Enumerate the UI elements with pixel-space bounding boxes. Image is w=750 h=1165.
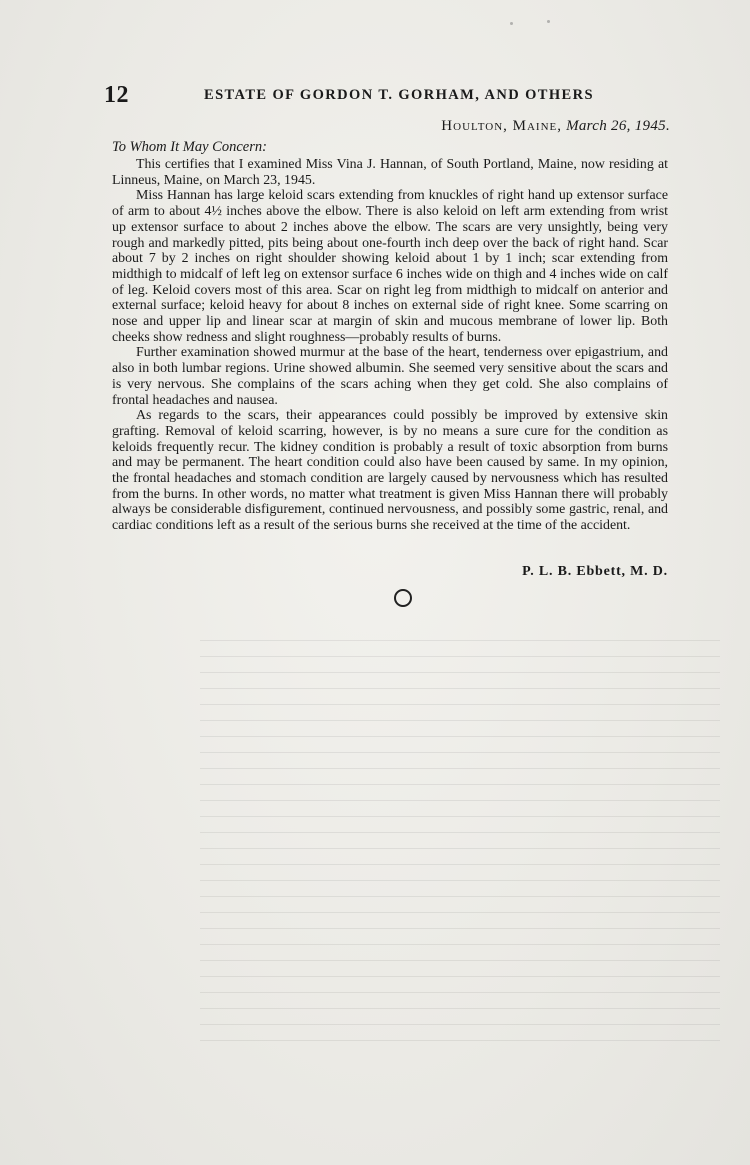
dateline-place: Houlton, Maine, xyxy=(441,118,562,134)
paragraph-1: This certifies that I examined Miss Vina J. Hannan, of South Portland, Maine, now residing at Linneus, Maine, on March 23, 1945. xyxy=(112,157,668,188)
page-number: 12 xyxy=(104,82,129,108)
paper-speck xyxy=(547,20,550,23)
paragraph-4: As regards to the scars, their appearances could possibly be improved by extensive skin grafting. Removal of keloid scarring, however, is by no means a sure cure for the condition as keloids frequently recur. The kidney condition is probably a result of toxic absorption from burns and may be permanent. The heart condition could also have been caused by same. In my opinion, the frontal headaches and stomach condition are largely caused by nervousness which has resulted from the burns. In other words, no matter what treatment is given Miss Hannan there will probably always be considerable disfigurement, continued nervousness, and possibly some gastric, renal, and cardiac conditions left as a result of the serious burns she received at the time of the accident. xyxy=(112,408,668,534)
salutation: To Whom It May Concern: xyxy=(112,139,267,155)
paragraph-3: Further examination showed murmur at the base of the heart, tenderness over epigastrium, and also in both lumbar regions. Urine showed albumin. She seemed very sensitive about the scars and is very nervous. She complains of the scars aching when they get cold. She also complains of frontal headaches and nausea. xyxy=(112,345,668,408)
punch-hole-mark xyxy=(394,589,412,607)
dateline-date: March 26, 1945. xyxy=(566,118,670,134)
dateline xyxy=(441,118,670,135)
page-header xyxy=(104,82,674,112)
running-head: ESTATE OF GORDON T. GORHAM, AND OTHERS xyxy=(204,87,594,103)
bleed-through-texture xyxy=(200,640,720,1060)
letter-body xyxy=(112,157,668,534)
paper-speck xyxy=(510,22,513,25)
signature: P. L. B. Ebbett, M. D. xyxy=(522,564,668,579)
paragraph-2: Miss Hannan has large keloid scars extending from knuckles of right hand up extensor surface of arm to about 4½ inches above the elbow. There is also keloid on left arm extending from wrist up extensor surface to about 2 inches above the elbow. The scars are very unsightly, being very rough and markedly pitted, pits being about one-fourth inch deep over the back of right hand. Scar about 7 by 2 inches on right shoulder showing keloid about 1 by 1 inch; scar extending from midthigh to midcalf of left leg on extensor surface 6 inches wide on thigh and 4 inches wide on calf of leg. Keloid covers most of this area. Scar on right leg from midthigh to midcalf on anterior and external surface; keloid heavy for about 8 inches on external side of right knee. Some scarring on nose and upper lip and linear scar at margin of skin and mucous membrane of lower lip. Both cheeks show redness and slight roughness—probably results of burns. xyxy=(112,188,668,345)
